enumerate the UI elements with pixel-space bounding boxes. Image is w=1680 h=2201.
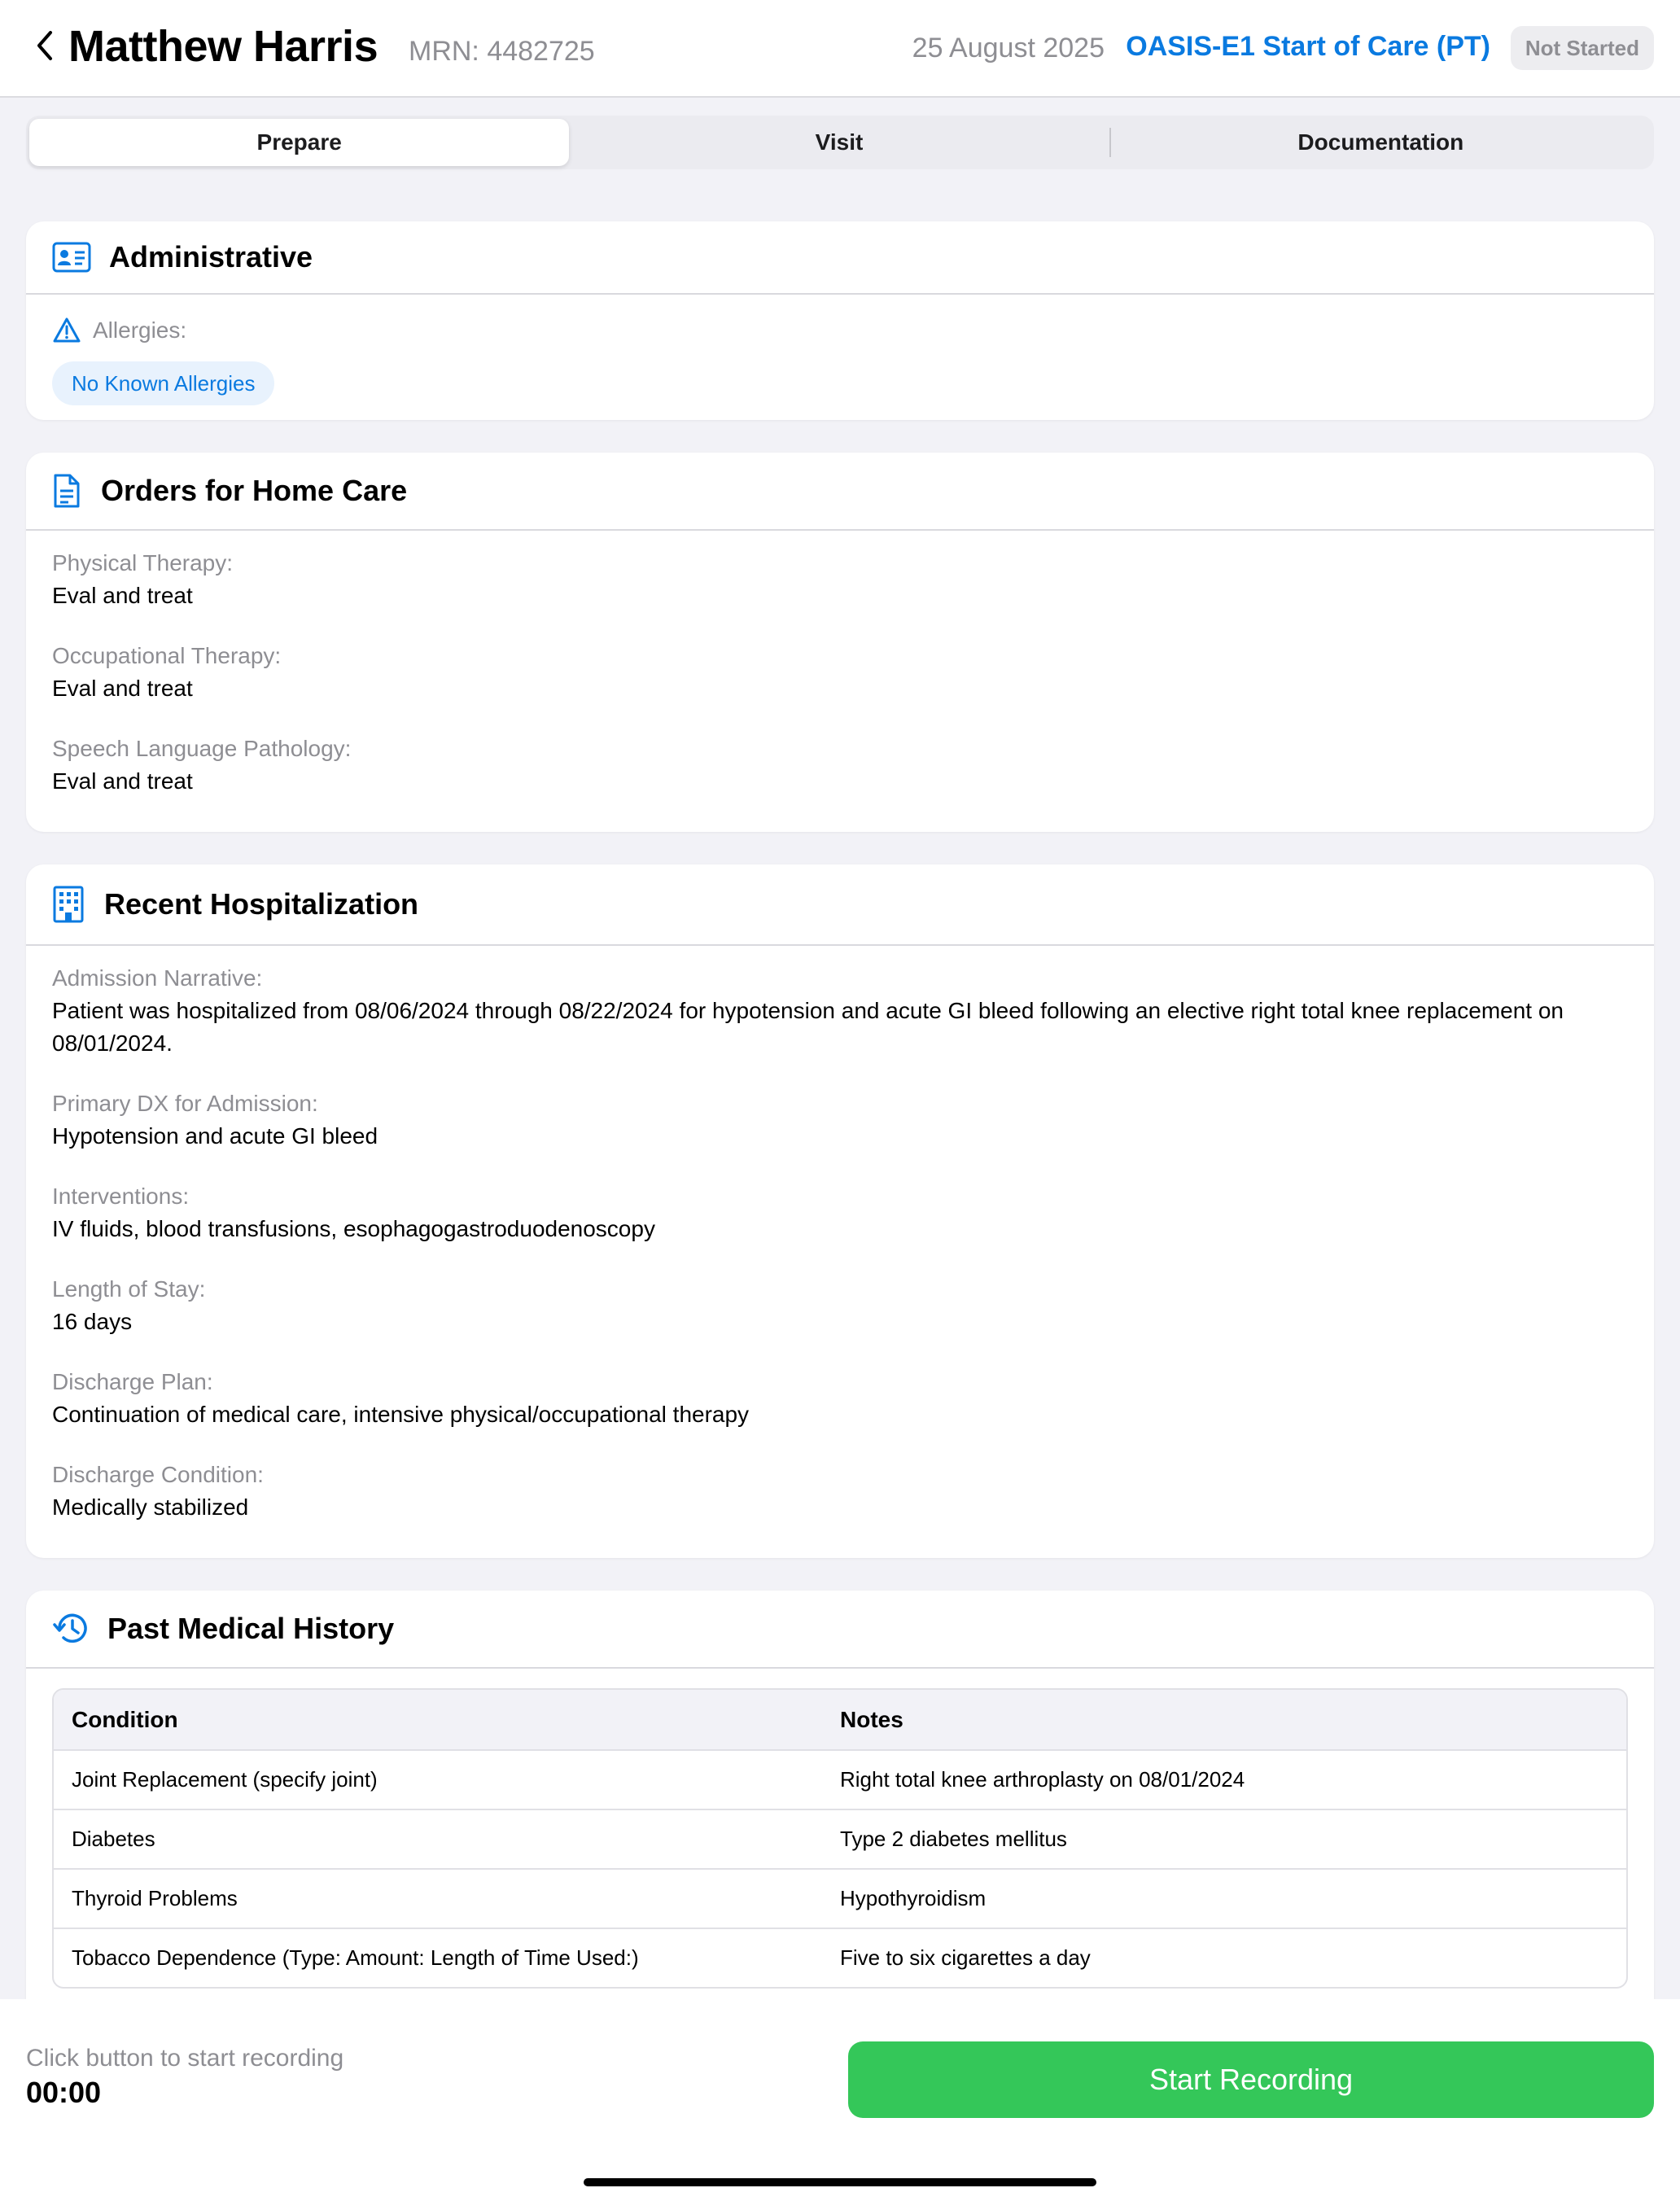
allergies-row <box>52 314 1628 347</box>
hospitalization-title: Recent Hospitalization <box>104 887 419 921</box>
hospitalization-field <box>52 1459 1628 1524</box>
warning-icon <box>52 317 81 344</box>
orders-header <box>26 453 1654 531</box>
notes-cell: Hypothyroidism <box>840 1886 987 1910</box>
hospitalization-field <box>52 1366 1628 1431</box>
patient-name: Matthew Harris <box>68 22 378 71</box>
order-value: Eval and treat <box>52 676 193 701</box>
table-row <box>54 1868 1626 1928</box>
column-header-condition: Condition <box>72 1706 178 1732</box>
table-header-row <box>54 1690 1626 1749</box>
history-icon <box>52 1611 90 1647</box>
table-row <box>54 1749 1626 1809</box>
building-icon <box>52 885 85 924</box>
field-label: Interventions: <box>52 1184 190 1209</box>
visit-type-link[interactable]: OASIS-E1 Start of Care (PT) <box>1126 31 1490 62</box>
condition-cell: Joint Replacement (specify joint) <box>72 1767 378 1792</box>
allergy-tag: No Known Allergies <box>52 361 274 405</box>
id-card-icon <box>52 241 91 273</box>
start-recording-button[interactable]: Start Recording <box>848 2041 1654 2118</box>
order-label: Speech Language Pathology: <box>52 736 352 761</box>
field-value: Medically stabilized <box>52 1494 249 1520</box>
order-item <box>52 547 1628 612</box>
hospitalization-field <box>52 962 1628 1060</box>
administrative-header <box>26 221 1654 295</box>
hospitalization-card <box>26 864 1654 1558</box>
administrative-title: Administrative <box>109 240 313 273</box>
field-label: Primary DX for Admission: <box>52 1091 318 1116</box>
tab-documentation[interactable]: Documentation <box>1297 129 1464 155</box>
notes-cell: Five to six cigarettes a day <box>840 1945 1091 1970</box>
top-bar <box>0 0 1680 98</box>
column-header-notes: Notes <box>840 1706 903 1732</box>
condition-cell: Tobacco Dependence (Type: Amount: Length of Time Used:) <box>72 1945 639 1970</box>
visit-date: 25 August 2025 <box>912 33 1105 63</box>
medical-history-table <box>52 1688 1628 1989</box>
hospitalization-field <box>52 1273 1628 1338</box>
field-label: Admission Narrative: <box>52 965 263 991</box>
recording-timer: 00:00 <box>26 2076 102 2109</box>
order-label: Occupational Therapy: <box>52 643 282 668</box>
medical-history-card <box>26 1591 1654 2014</box>
field-value: 16 days <box>52 1309 133 1334</box>
order-label: Physical Therapy: <box>52 550 234 575</box>
table-row <box>54 1809 1626 1868</box>
recording-hint: Click button to start recording <box>26 2045 344 2072</box>
field-value: IV fluids, blood transfusions, esophagogastroduodenoscopy <box>52 1216 655 1241</box>
orders-title: Orders for Home Care <box>101 474 408 507</box>
condition-cell: Thyroid Problems <box>72 1886 238 1910</box>
condition-cell: Diabetes <box>72 1827 155 1851</box>
field-label: Discharge Plan: <box>52 1369 213 1394</box>
status-badge: Not Started <box>1511 26 1654 70</box>
notes-cell: Right total knee arthroplasty on 08/01/2024 <box>840 1767 1245 1792</box>
hospitalization-field <box>52 1180 1628 1245</box>
field-value: Hypotension and acute GI bleed <box>52 1123 378 1149</box>
hospitalization-header <box>26 864 1654 946</box>
field-value: Patient was hospitalized from 08/06/2024 through 08/22/2024 for hypotension and acute GI bleed following an elective right total knee replacement on 08/01/2024. <box>52 998 1564 1056</box>
orders-card <box>26 453 1654 832</box>
tab-visit[interactable]: Visit <box>815 129 864 155</box>
order-value: Eval and treat <box>52 768 193 794</box>
back-button[interactable] <box>29 26 62 65</box>
tab-bar <box>26 116 1654 169</box>
field-label: Length of Stay: <box>52 1276 206 1302</box>
patient-mrn: MRN: 4482725 <box>409 36 595 67</box>
home-indicator <box>584 2178 1096 2186</box>
medical-history-title: Past Medical History <box>107 1612 395 1645</box>
medical-history-header <box>26 1591 1654 1669</box>
chevron-left-icon <box>29 26 62 65</box>
hospitalization-field <box>52 1087 1628 1153</box>
recording-footer <box>0 1999 1680 2201</box>
notes-cell: Type 2 diabetes mellitus <box>840 1827 1067 1851</box>
allergies-label: Allergies: <box>93 317 187 343</box>
document-icon <box>52 473 81 509</box>
order-item <box>52 733 1628 798</box>
administrative-card <box>26 221 1654 420</box>
field-value: Continuation of medical care, intensive physical/occupational therapy <box>52 1402 750 1427</box>
order-value: Eval and treat <box>52 583 193 608</box>
field-label: Discharge Condition: <box>52 1462 264 1487</box>
table-row <box>54 1928 1626 1987</box>
order-item <box>52 640 1628 705</box>
tab-prepare[interactable]: Prepare <box>29 119 569 166</box>
